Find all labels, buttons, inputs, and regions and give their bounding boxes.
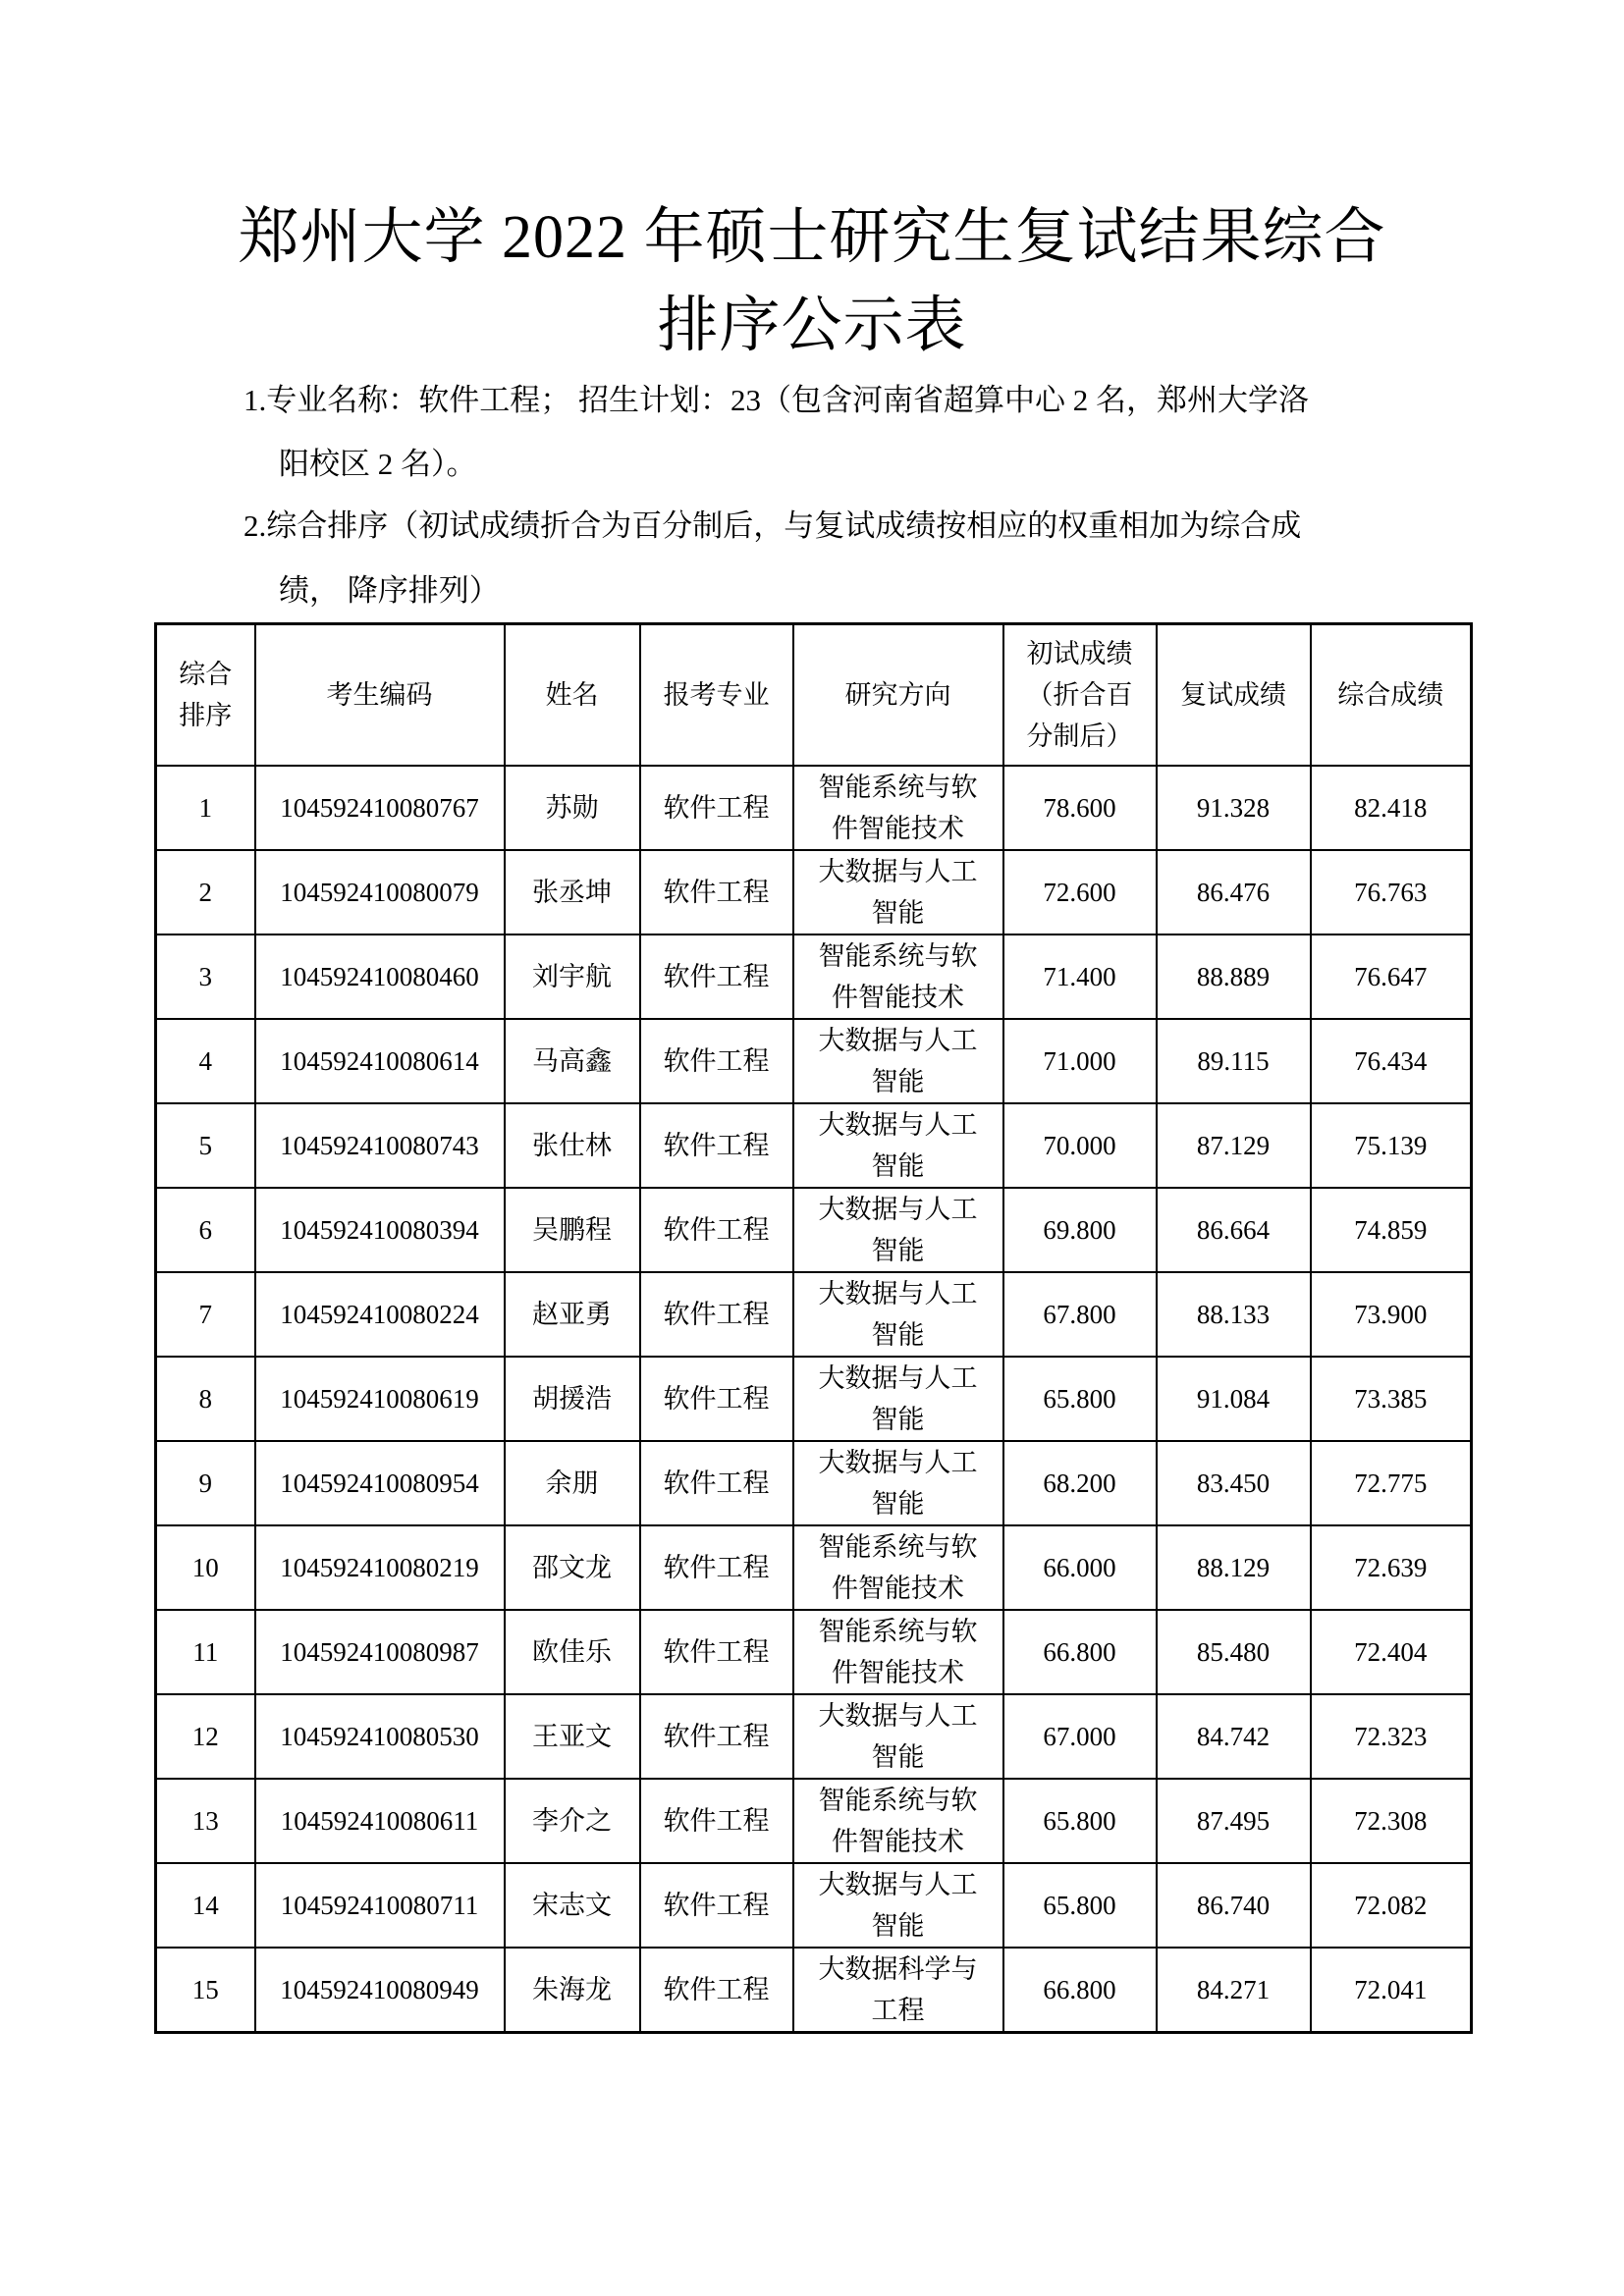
table-row bbox=[156, 1103, 1472, 1188]
cell-major: 软件工程 bbox=[640, 1694, 793, 1779]
cell-exam-id: 104592410080949 bbox=[255, 1948, 505, 2033]
cell-rank: 14 bbox=[156, 1863, 255, 1948]
cell-major: 软件工程 bbox=[640, 850, 793, 934]
cell-first-score: 68.200 bbox=[1003, 1441, 1157, 1525]
header-rank-label: 综合排序 bbox=[179, 660, 233, 730]
cell-direction bbox=[793, 1272, 1003, 1357]
cell-rank: 7 bbox=[156, 1272, 255, 1357]
cell-major: 软件工程 bbox=[640, 1525, 793, 1610]
cell-exam-id: 104592410080711 bbox=[255, 1863, 505, 1948]
cell-direction bbox=[793, 934, 1003, 1019]
cell-rank: 12 bbox=[156, 1694, 255, 1779]
cell-direction bbox=[793, 1863, 1003, 1948]
cell-retest-score: 86.664 bbox=[1157, 1188, 1311, 1272]
cell-direction bbox=[793, 766, 1003, 850]
table-row bbox=[156, 1779, 1472, 1863]
cell-total-score: 76.434 bbox=[1311, 1019, 1472, 1103]
cell-first-score: 72.600 bbox=[1003, 850, 1157, 934]
cell-name: 吴鹏程 bbox=[505, 1188, 640, 1272]
cell-name: 张丞坤 bbox=[505, 850, 640, 934]
header-total-score: 综合成绩 bbox=[1311, 624, 1472, 767]
cell-first-score: 67.800 bbox=[1003, 1272, 1157, 1357]
cell-name: 宋志文 bbox=[505, 1863, 640, 1948]
cell-direction-text: 智能系统与软件智能技术 bbox=[818, 941, 978, 1012]
cell-direction bbox=[793, 1441, 1003, 1525]
cell-total-score: 72.404 bbox=[1311, 1610, 1472, 1694]
cell-total-score: 74.859 bbox=[1311, 1188, 1472, 1272]
table-row bbox=[156, 1948, 1472, 2033]
cell-direction bbox=[793, 1610, 1003, 1694]
cell-direction bbox=[793, 1357, 1003, 1441]
header-first-score-label: 初试成绩（折合百分制后） bbox=[1026, 639, 1133, 751]
cell-direction-text: 大数据与人工智能 bbox=[818, 1448, 978, 1519]
cell-first-score: 78.600 bbox=[1003, 766, 1157, 850]
cell-major: 软件工程 bbox=[640, 1019, 793, 1103]
cell-name: 朱海龙 bbox=[505, 1948, 640, 2033]
cell-exam-id: 104592410080394 bbox=[255, 1188, 505, 1272]
cell-retest-score: 88.129 bbox=[1157, 1525, 1311, 1610]
header-rank bbox=[156, 624, 255, 767]
cell-retest-score: 88.889 bbox=[1157, 934, 1311, 1019]
table-row bbox=[156, 1441, 1472, 1525]
table-row bbox=[156, 1357, 1472, 1441]
cell-name: 苏勋 bbox=[505, 766, 640, 850]
cell-direction-text: 大数据与人工智能 bbox=[818, 1870, 978, 1941]
cell-retest-score: 87.495 bbox=[1157, 1779, 1311, 1863]
cell-total-score: 75.139 bbox=[1311, 1103, 1472, 1188]
cell-first-score: 70.000 bbox=[1003, 1103, 1157, 1188]
cell-name: 余朋 bbox=[505, 1441, 640, 1525]
cell-name: 马高鑫 bbox=[505, 1019, 640, 1103]
cell-major: 软件工程 bbox=[640, 1779, 793, 1863]
cell-total-score: 72.308 bbox=[1311, 1779, 1472, 1863]
table-row bbox=[156, 1188, 1472, 1272]
cell-direction bbox=[793, 1019, 1003, 1103]
header-name: 姓名 bbox=[505, 624, 640, 767]
cell-direction bbox=[793, 1948, 1003, 2033]
cell-total-score: 72.041 bbox=[1311, 1948, 1472, 2033]
table-row bbox=[156, 850, 1472, 934]
cell-first-score: 65.800 bbox=[1003, 1357, 1157, 1441]
cell-rank: 9 bbox=[156, 1441, 255, 1525]
cell-total-score: 73.385 bbox=[1311, 1357, 1472, 1441]
cell-name: 张仕林 bbox=[505, 1103, 640, 1188]
note-2-line-1: 2.综合排序（初试成绩折合为百分制后，与复试成绩按相应的权重相加为综合成 bbox=[244, 508, 1302, 543]
note-2-line-2: 绩， 降序排列） bbox=[279, 573, 500, 608]
cell-direction bbox=[793, 1103, 1003, 1188]
cell-rank: 2 bbox=[156, 850, 255, 934]
cell-major: 软件工程 bbox=[640, 934, 793, 1019]
cell-rank: 6 bbox=[156, 1188, 255, 1272]
table-header-row bbox=[156, 624, 1472, 767]
table-row bbox=[156, 1272, 1472, 1357]
cell-first-score: 66.800 bbox=[1003, 1948, 1157, 2033]
cell-major: 软件工程 bbox=[640, 1948, 793, 2033]
cell-direction-text: 大数据与人工智能 bbox=[818, 1110, 978, 1181]
cell-name: 欧佳乐 bbox=[505, 1610, 640, 1694]
cell-exam-id: 104592410080954 bbox=[255, 1441, 505, 1525]
cell-name: 邵文龙 bbox=[505, 1525, 640, 1610]
cell-retest-score: 89.115 bbox=[1157, 1019, 1311, 1103]
cell-exam-id: 104592410080530 bbox=[255, 1694, 505, 1779]
cell-major: 软件工程 bbox=[640, 1188, 793, 1272]
cell-name: 王亚文 bbox=[505, 1694, 640, 1779]
note-1-line-2: 阳校区 2 名）。 bbox=[279, 447, 477, 481]
cell-direction-text: 大数据与人工智能 bbox=[818, 1026, 978, 1096]
cell-first-score: 66.800 bbox=[1003, 1610, 1157, 1694]
cell-direction-text: 大数据科学与工程 bbox=[818, 1954, 978, 2025]
cell-total-score: 72.082 bbox=[1311, 1863, 1472, 1948]
cell-rank: 4 bbox=[156, 1019, 255, 1103]
cell-retest-score: 88.133 bbox=[1157, 1272, 1311, 1357]
cell-exam-id: 104592410080987 bbox=[255, 1610, 505, 1694]
cell-major: 软件工程 bbox=[640, 1610, 793, 1694]
cell-major: 软件工程 bbox=[640, 1863, 793, 1948]
cell-direction bbox=[793, 1779, 1003, 1863]
results-table bbox=[154, 622, 1473, 2034]
cell-exam-id: 104592410080614 bbox=[255, 1019, 505, 1103]
header-retest-score: 复试成绩 bbox=[1157, 624, 1311, 767]
table-row bbox=[156, 1610, 1472, 1694]
cell-rank: 8 bbox=[156, 1357, 255, 1441]
cell-direction bbox=[793, 1525, 1003, 1610]
cell-retest-score: 84.742 bbox=[1157, 1694, 1311, 1779]
table-row bbox=[156, 1525, 1472, 1610]
header-first-score bbox=[1003, 624, 1157, 767]
cell-exam-id: 104592410080460 bbox=[255, 934, 505, 1019]
cell-exam-id: 104592410080743 bbox=[255, 1103, 505, 1188]
cell-direction-text: 大数据与人工智能 bbox=[818, 857, 978, 928]
cell-total-score: 76.647 bbox=[1311, 934, 1472, 1019]
cell-exam-id: 104592410080619 bbox=[255, 1357, 505, 1441]
cell-rank: 1 bbox=[156, 766, 255, 850]
cell-exam-id: 104592410080224 bbox=[255, 1272, 505, 1357]
table-row bbox=[156, 1019, 1472, 1103]
cell-direction-text: 大数据与人工智能 bbox=[818, 1363, 978, 1434]
cell-retest-score: 91.328 bbox=[1157, 766, 1311, 850]
cell-total-score: 72.775 bbox=[1311, 1441, 1472, 1525]
cell-first-score: 65.800 bbox=[1003, 1863, 1157, 1948]
cell-total-score: 82.418 bbox=[1311, 766, 1472, 850]
cell-retest-score: 83.450 bbox=[1157, 1441, 1311, 1525]
cell-name: 胡援浩 bbox=[505, 1357, 640, 1441]
cell-first-score: 71.000 bbox=[1003, 1019, 1157, 1103]
note-1-line-1: 1.专业名称：软件工程； 招生计划：23（包含河南省超算中心 2 名，郑州大学洛 bbox=[244, 383, 1309, 417]
table-row bbox=[156, 934, 1472, 1019]
cell-direction-text: 智能系统与软件智能技术 bbox=[818, 1532, 978, 1603]
cell-retest-score: 84.271 bbox=[1157, 1948, 1311, 2033]
cell-retest-score: 91.084 bbox=[1157, 1357, 1311, 1441]
cell-retest-score: 86.740 bbox=[1157, 1863, 1311, 1948]
cell-first-score: 69.800 bbox=[1003, 1188, 1157, 1272]
header-exam-id: 考生编码 bbox=[255, 624, 505, 767]
cell-name: 刘宇航 bbox=[505, 934, 640, 1019]
cell-name: 赵亚勇 bbox=[505, 1272, 640, 1357]
cell-first-score: 71.400 bbox=[1003, 934, 1157, 1019]
cell-retest-score: 85.480 bbox=[1157, 1610, 1311, 1694]
cell-retest-score: 87.129 bbox=[1157, 1103, 1311, 1188]
cell-total-score: 72.639 bbox=[1311, 1525, 1472, 1610]
cell-exam-id: 104592410080767 bbox=[255, 766, 505, 850]
cell-rank: 13 bbox=[156, 1779, 255, 1863]
cell-direction-text: 大数据与人工智能 bbox=[818, 1195, 978, 1265]
cell-direction-text: 大数据与人工智能 bbox=[818, 1279, 978, 1350]
cell-exam-id: 104592410080611 bbox=[255, 1779, 505, 1863]
cell-rank: 11 bbox=[156, 1610, 255, 1694]
page-title-line-1: 郑州大学 2022 年硕士研究生复试结果综合 bbox=[238, 204, 1386, 271]
cell-total-score: 72.323 bbox=[1311, 1694, 1472, 1779]
cell-major: 软件工程 bbox=[640, 1272, 793, 1357]
cell-rank: 10 bbox=[156, 1525, 255, 1610]
cell-major: 软件工程 bbox=[640, 1103, 793, 1188]
table-row bbox=[156, 1694, 1472, 1779]
cell-retest-score: 86.476 bbox=[1157, 850, 1311, 934]
cell-direction bbox=[793, 1694, 1003, 1779]
cell-major: 软件工程 bbox=[640, 1357, 793, 1441]
cell-total-score: 76.763 bbox=[1311, 850, 1472, 934]
cell-total-score: 73.900 bbox=[1311, 1272, 1472, 1357]
cell-direction bbox=[793, 850, 1003, 934]
header-direction: 研究方向 bbox=[793, 624, 1003, 767]
cell-direction-text: 智能系统与软件智能技术 bbox=[818, 1617, 978, 1687]
table-body bbox=[156, 766, 1472, 2033]
cell-exam-id: 104592410080219 bbox=[255, 1525, 505, 1610]
cell-direction-text: 智能系统与软件智能技术 bbox=[818, 1786, 978, 1856]
cell-rank: 5 bbox=[156, 1103, 255, 1188]
cell-first-score: 65.800 bbox=[1003, 1779, 1157, 1863]
page-title-line-2: 排序公示表 bbox=[657, 293, 967, 359]
cell-direction bbox=[793, 1188, 1003, 1272]
header-major: 报考专业 bbox=[640, 624, 793, 767]
cell-first-score: 66.000 bbox=[1003, 1525, 1157, 1610]
table-row bbox=[156, 1863, 1472, 1948]
cell-rank: 3 bbox=[156, 934, 255, 1019]
cell-major: 软件工程 bbox=[640, 1441, 793, 1525]
table-row bbox=[156, 766, 1472, 850]
cell-exam-id: 104592410080079 bbox=[255, 850, 505, 934]
cell-direction-text: 大数据与人工智能 bbox=[818, 1701, 978, 1772]
cell-direction-text: 智能系统与软件智能技术 bbox=[818, 773, 978, 843]
cell-major: 软件工程 bbox=[640, 766, 793, 850]
cell-first-score: 67.000 bbox=[1003, 1694, 1157, 1779]
cell-name: 李介之 bbox=[505, 1779, 640, 1863]
cell-rank: 15 bbox=[156, 1948, 255, 2033]
